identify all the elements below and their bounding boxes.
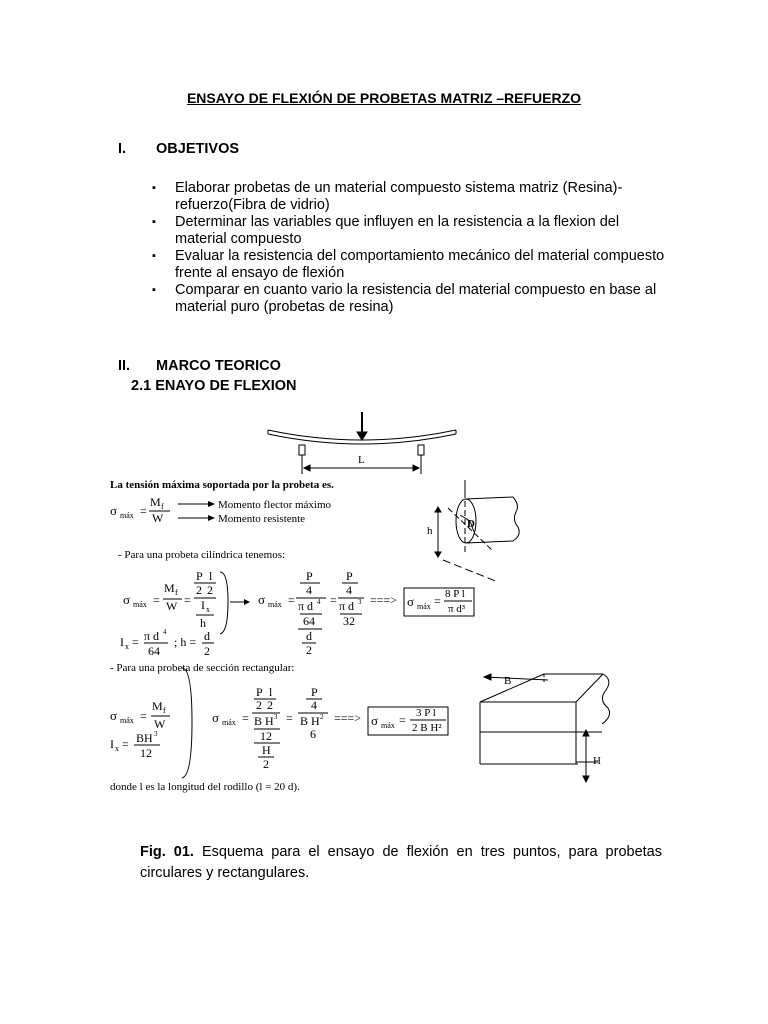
svg-text:σ: σ (371, 713, 379, 728)
svg-text:H: H (262, 743, 271, 757)
subsection-label: ENAYO DE FLEXION (155, 378, 297, 394)
h-rect-label: H (593, 755, 601, 767)
svg-text:2: 2 (320, 713, 324, 721)
svg-text:; h =: ; h = (174, 635, 197, 649)
flexion-figure (108, 412, 664, 800)
caption-label: Fig. 01. (140, 844, 194, 860)
svg-text:=: = (132, 635, 139, 649)
svg-text:4: 4 (311, 698, 317, 712)
rect-result-num: 3 P l (416, 707, 436, 719)
svg-text:π d: π d (298, 599, 314, 613)
moment-label: Momento flector máximo (218, 499, 332, 511)
svg-text:σ: σ (123, 592, 131, 607)
svg-text:=: = (330, 593, 337, 607)
svg-text:=: = (153, 593, 160, 607)
svg-text:3: 3 (274, 713, 278, 721)
svg-text:===>: ===> (370, 593, 398, 607)
span-label: L (358, 454, 365, 466)
svg-text:64: 64 (148, 644, 160, 658)
list-item: ▪ Comparar en cuanto vario la resistencia del material compuesto en base al material puro (probetas de resina) (152, 282, 672, 316)
svg-text:máx: máx (417, 602, 431, 611)
svg-text:l: l (269, 685, 273, 699)
svg-text:3: 3 (358, 598, 362, 606)
svg-text:P: P (346, 569, 353, 583)
svg-text:=: = (140, 504, 147, 518)
objectives-list (152, 180, 672, 316)
svg-text:l: l (209, 569, 213, 583)
svg-text:32: 32 (343, 614, 355, 628)
svg-text:x: x (206, 605, 210, 614)
svg-text:f: f (161, 502, 164, 511)
svg-text:σ: σ (110, 503, 118, 518)
svg-text:4: 4 (306, 583, 312, 597)
svg-text:4: 4 (163, 628, 167, 636)
svg-text:=: = (399, 713, 406, 727)
svg-text:2: 2 (267, 698, 273, 712)
svg-text:σ: σ (407, 594, 415, 609)
svg-text:B H: B H (300, 714, 320, 728)
cyl-result-num: 8 P l (445, 588, 465, 600)
d-label: D (467, 518, 475, 530)
svg-text:4: 4 (317, 598, 321, 606)
section-objetivos (118, 141, 239, 157)
formula-ix-cylinder (120, 628, 214, 658)
svg-text:π d: π d (144, 629, 160, 643)
svg-text:f: f (163, 706, 166, 715)
figure-intro-text: La tensión máxima soportada por la probeta es. (110, 479, 334, 491)
svg-text:d: d (204, 629, 210, 643)
cyl-intro-text: - Para una probeta cilíndrica tenemos: (118, 549, 286, 561)
subsection-number: 2.1 (131, 378, 152, 394)
b-label: B (504, 675, 512, 687)
svg-text:6: 6 (310, 727, 316, 741)
section-label: OBJETIVOS (156, 141, 240, 157)
svg-text:=: = (434, 594, 441, 608)
svg-text:M: M (152, 699, 163, 713)
svg-text:máx: máx (120, 716, 134, 725)
svg-text:=: = (286, 711, 293, 725)
svg-text:P: P (256, 685, 263, 699)
subsection-flexion (131, 378, 296, 394)
svg-text:4: 4 (346, 583, 352, 597)
svg-text:f: f (175, 588, 178, 597)
cyl-result-den: π d³ (448, 603, 466, 615)
caption-text: Esquema para el ensayo de flexión en tres puntos, para probetas circulares y rectangulares. (140, 844, 662, 881)
h-label: h (427, 525, 433, 537)
section-label: MARCO TEORICO (156, 358, 281, 374)
svg-text:=: = (122, 737, 129, 751)
svg-text:===>: ===> (334, 711, 362, 725)
svg-text:P: P (306, 569, 313, 583)
svg-text:=: = (140, 709, 147, 723)
section-number: II. (118, 358, 131, 374)
svg-text:=: = (288, 593, 295, 607)
svg-text:64: 64 (303, 614, 315, 628)
svg-text:M: M (164, 581, 175, 595)
figure-caption (140, 842, 662, 884)
svg-text:12: 12 (140, 746, 152, 760)
rect-result-den: 2 B H² (412, 722, 442, 734)
svg-text:=: = (184, 593, 191, 607)
svg-text:σ: σ (258, 592, 266, 607)
svg-text:W: W (154, 717, 166, 731)
formula-rectangle (110, 668, 448, 778)
resist-label: Momento resistente (218, 513, 306, 525)
formula-sigma-mf-w (110, 495, 215, 525)
rect-intro-text: - Para una probeta de sección rectangular: (110, 662, 295, 674)
section-marco-teorico (118, 358, 281, 374)
cylinder-diagram (435, 480, 519, 582)
svg-text:W: W (152, 511, 164, 525)
svg-text:2: 2 (196, 583, 202, 597)
rect-block-diagram (480, 674, 610, 782)
svg-text:σ: σ (212, 710, 220, 725)
svg-text:3: 3 (154, 730, 158, 738)
svg-text:W: W (166, 599, 178, 613)
svg-text:2: 2 (256, 698, 262, 712)
svg-text:M: M (150, 495, 161, 509)
svg-text:máx: máx (222, 718, 236, 727)
svg-text:I: I (110, 737, 114, 751)
list-item: ▪ Elaborar probetas de un material compuesto sistema matriz (Resina)-refuerzo(Fibra de vidrio) (152, 180, 672, 214)
svg-text:2: 2 (263, 757, 269, 771)
svg-text:2: 2 (207, 583, 213, 597)
svg-text:2: 2 (204, 644, 210, 658)
svg-text:d: d (306, 629, 312, 643)
svg-text:x: x (125, 642, 129, 651)
svg-text:P: P (311, 685, 318, 699)
svg-text:máx: máx (133, 600, 147, 609)
list-item: ▪ Evaluar la resistencia del comportamiento mecánico del material compuesto frente al ensayo de flexión (152, 248, 672, 282)
svg-text:BH: BH (136, 731, 153, 745)
svg-text:P: P (196, 569, 203, 583)
svg-text:σ: σ (110, 708, 118, 723)
svg-text:I: I (120, 635, 124, 649)
svg-text:=: = (242, 711, 249, 725)
document-title: ENSAYO DE FLEXIÓN DE PROBETAS MATRIZ –REFUERZO (186, 90, 582, 106)
figure-note: donde l es la longitud del rodillo (l = 20 d). (110, 781, 300, 793)
svg-text:π d: π d (339, 599, 355, 613)
svg-text:x: x (115, 744, 119, 753)
svg-text:h: h (200, 616, 206, 630)
svg-text:2: 2 (306, 643, 312, 657)
svg-text:B H: B H (254, 714, 274, 728)
section-number: I. (118, 141, 127, 157)
svg-text:I: I (201, 598, 205, 612)
list-item: ▪ Determinar las variables que influyen en la resistencia a la flexion del material compuesto (152, 214, 672, 248)
svg-text:máx: máx (381, 721, 395, 730)
svg-text:máx: máx (268, 600, 282, 609)
svg-text:máx: máx (120, 511, 134, 520)
svg-text:12: 12 (260, 729, 272, 743)
